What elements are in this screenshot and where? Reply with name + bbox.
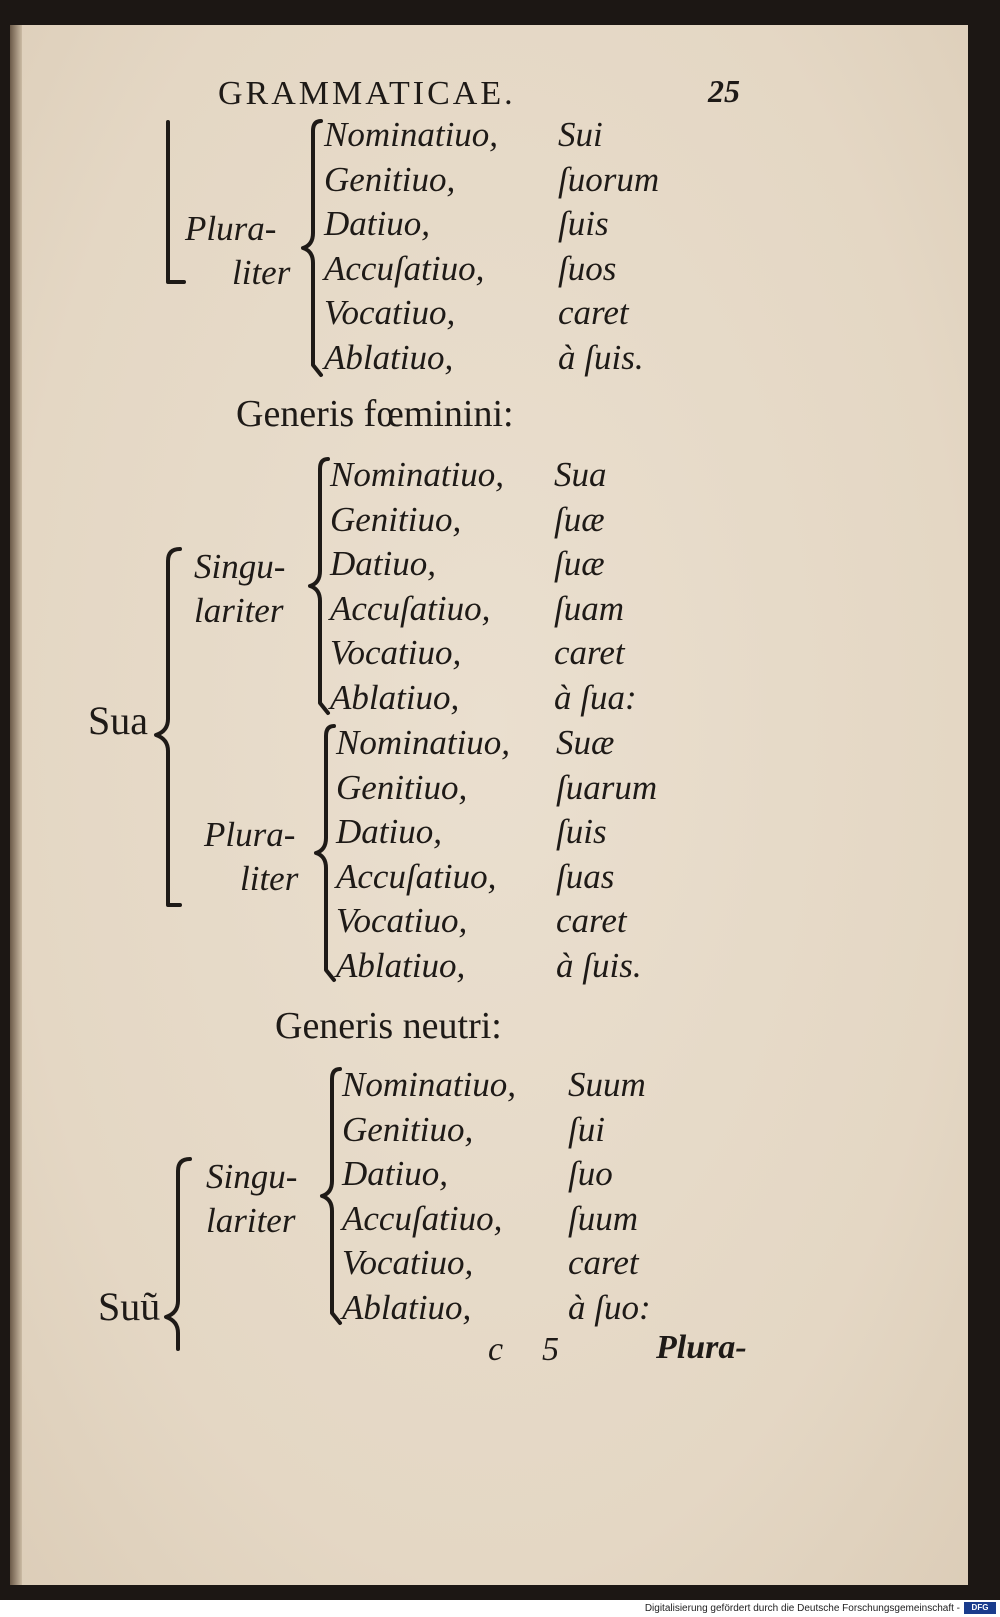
neut-sing-label-line1: Singu- [206, 1157, 298, 1196]
footer-bar [0, 1600, 1000, 1617]
case-form: caret [568, 1243, 639, 1283]
lemma-feminine: Sua [88, 698, 148, 743]
case-name: Accuſatiuo, [342, 1198, 503, 1238]
page-gutter-shadow [10, 25, 22, 1585]
case-name: Ablatiuo, [336, 946, 466, 985]
case-name: Genitiuo, [342, 1109, 474, 1149]
case-form: ſuum [568, 1198, 638, 1238]
case-name: Nominatiuo, [342, 1065, 517, 1104]
case-name: Ablatiuo, [324, 338, 454, 377]
case-name: Vocatiuo, [336, 901, 468, 941]
case-form: ſuas [556, 856, 615, 896]
case-form: ſuis [558, 204, 609, 244]
heading-neuter: Generis neutri: [275, 1005, 502, 1047]
number-label-line1: Plura- [185, 209, 277, 248]
case-name: Genitiuo, [330, 499, 462, 539]
case-name: Vocatiuo, [324, 293, 456, 333]
lemma-brace-feminine [150, 545, 190, 920]
case-form: Sua [554, 455, 607, 494]
case-name: Nominatiuo, [324, 115, 499, 154]
case-form: à ſua: [554, 678, 637, 717]
case-name: Vocatiuo, [330, 633, 462, 673]
case-name: Nominatiuo, [336, 723, 511, 762]
case-form: à ſuis. [556, 946, 642, 985]
case-form: caret [558, 293, 629, 333]
case-form: ſui [568, 1109, 605, 1149]
fem-plur-label-line1: Plura- [204, 815, 296, 854]
case-form: ſuam [554, 588, 624, 628]
outer-bracket-1 [160, 120, 190, 290]
lemma-brace-neuter [160, 1155, 200, 1355]
fem-sing-label-line1: Singu- [194, 547, 286, 586]
case-form: Sui [558, 115, 603, 154]
case-name: Nominatiuo, [330, 455, 505, 494]
book-page [10, 25, 968, 1585]
case-form: à ſuo: [568, 1288, 651, 1327]
case-name: Datiuo, [342, 1154, 448, 1194]
case-form: ſuarum [556, 767, 658, 807]
case-form: ſuos [558, 248, 617, 288]
case-form: ſuæ [554, 544, 605, 584]
fem-plur-label-line2: liter [240, 859, 299, 898]
running-header: GRAMMATICAE. [218, 75, 516, 112]
case-form: à ſuis. [558, 338, 644, 377]
lemma-neuter: Suũ [98, 1284, 161, 1329]
case-form: caret [556, 901, 627, 941]
case-name: Accuſatiuo, [324, 248, 485, 288]
heading-feminine: Generis fœminini: [236, 393, 514, 435]
case-form: ſuis [556, 812, 607, 852]
fem-sing-label-line2: lariter [194, 591, 284, 630]
case-name: Ablatiuo, [342, 1288, 472, 1327]
neut-sing-label-line2: lariter [206, 1201, 296, 1240]
case-name: Datiuo, [336, 812, 442, 852]
case-form: ſuæ [554, 499, 605, 539]
case-name: Genitiuo, [336, 767, 468, 807]
case-name: Genitiuo, [324, 159, 456, 199]
footer-credit: Digitalisierung gefördert durch die Deutsche Forschungsgemeinschaft - [644, 1603, 960, 1614]
case-form: ſuo [568, 1154, 613, 1194]
case-name: Ablatiuo, [330, 678, 460, 717]
case-form: Suæ [556, 723, 615, 762]
case-form: Suum [568, 1065, 646, 1104]
case-name: Vocatiuo, [342, 1243, 474, 1283]
case-form: ſuorum [558, 159, 660, 199]
signature-mark: c [488, 1331, 504, 1368]
number-label-line2: liter [232, 253, 291, 292]
dfg-logo-icon: DFG [964, 1602, 996, 1614]
page-number: 25 [708, 73, 740, 109]
case-name: Datiuo, [324, 204, 430, 244]
case-form: caret [554, 633, 625, 673]
case-name: Datiuo, [330, 544, 436, 584]
signature-number: 5 [542, 1331, 559, 1368]
case-name: Accuſatiuo, [330, 588, 491, 628]
case-name: Accuſatiuo, [336, 856, 497, 896]
catchword: Plura- [656, 1329, 747, 1366]
